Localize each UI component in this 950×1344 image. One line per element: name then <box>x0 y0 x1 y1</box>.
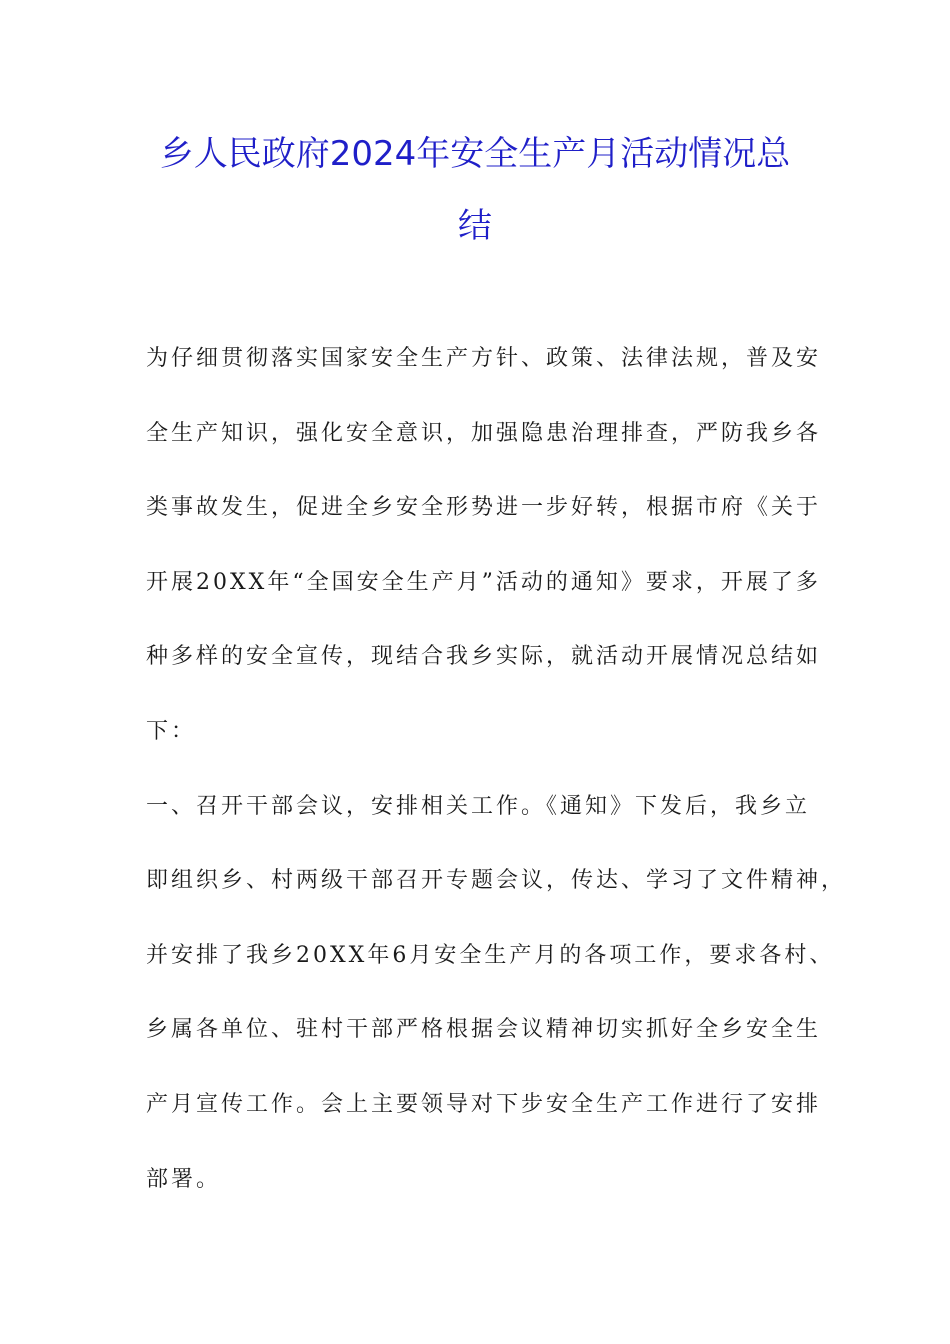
text-line: 下： <box>146 718 197 744</box>
text-line: 种多样的安全宣传，现结合我乡实际，就活动开展情况总结如 <box>146 644 822 670</box>
text-line: 开展20XX年“全国安全生产月”活动的通知》要求，开展了多 <box>146 569 821 595</box>
text-line: 产月宣传工作。会上主要领导对下步安全生产工作进行了安排 <box>146 1091 822 1117</box>
page-title <box>100 118 850 262</box>
paragraph-intro <box>146 322 822 770</box>
text-line: 一、召开干部会议，安排相关工作。《通知》下发后，我乡立 <box>146 793 811 819</box>
text-line: 即组织乡、村两级干部召开专题会议，传达、学习了文件精神， <box>146 868 847 894</box>
text-line: 乡属各单位、驻村干部严格根据会议精神切实抓好全乡安全生 <box>146 1017 822 1043</box>
text-line: 全生产知识，强化安全意识，加强隐患治理排查，严防我乡各 <box>146 420 822 446</box>
document-body <box>146 322 847 1217</box>
text-line: 类事故发生，促进全乡安全形势进一步好转，根据市府《关于 <box>146 495 822 521</box>
text-line: 为仔细贯彻落实国家安全生产方针、政策、法律法规，普及安 <box>146 346 822 371</box>
title-line-2: 结 <box>458 206 492 246</box>
text-line: 并安排了我乡20XX年6月安全生产月的各项工作，要求各村、 <box>146 942 835 968</box>
text-line: 部署。 <box>146 1166 222 1192</box>
title-line-1: 乡人民政府2024年安全生产月活动情况总 <box>159 134 791 174</box>
paragraph-section-1 <box>146 770 847 1218</box>
